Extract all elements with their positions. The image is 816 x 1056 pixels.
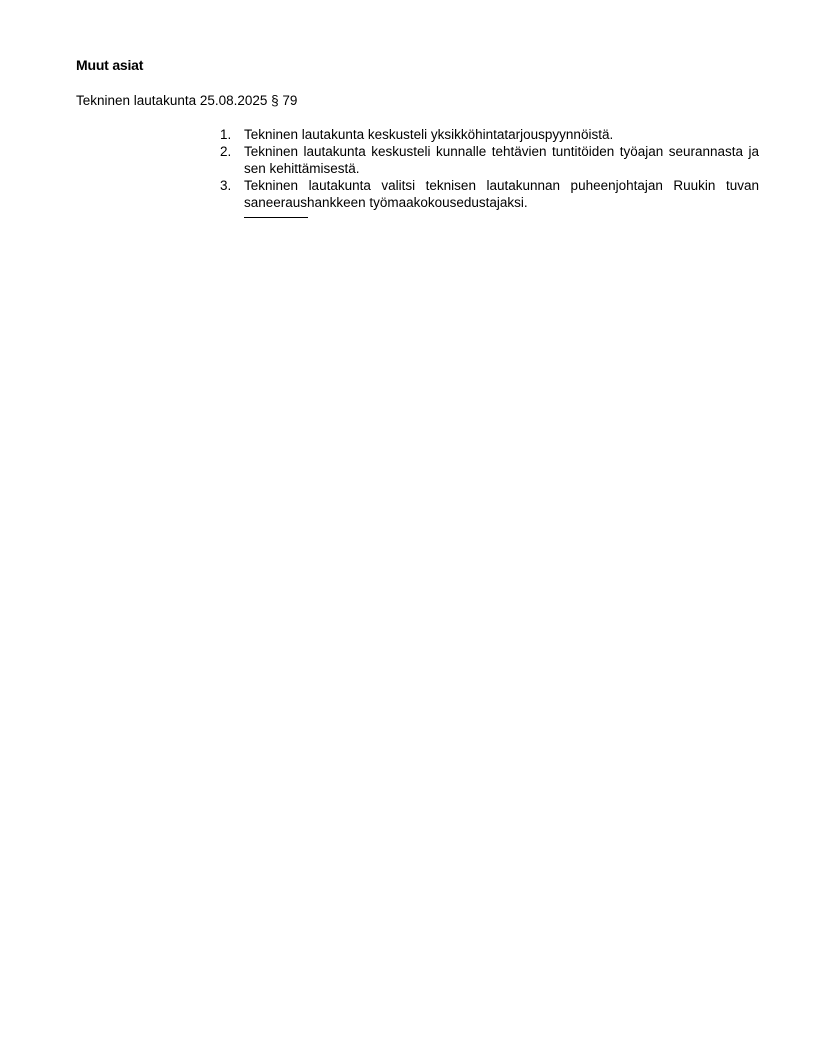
list-item-number: 3. [220, 178, 232, 193]
list-item-number: 1. [220, 127, 232, 142]
meeting-reference: Tekninen lautakunta 25.08.2025 § 79 [76, 93, 298, 108]
section-heading: Muut asiat [76, 57, 144, 73]
list-item [220, 143, 759, 177]
decision-list [220, 126, 759, 218]
list-item-text: Tekninen lautakunta valitsi teknisen lautakunnan puheenjohtajan Ruukin tuvan saneeraushankkeen työmaakokousedustajaksi. [244, 178, 759, 210]
list-item [220, 126, 759, 143]
list-item-text: Tekninen lautakunta keskusteli kunnalle tehtävien tuntitöiden työajan seurannasta ja sen kehittämisestä. [244, 144, 759, 176]
list-item [220, 177, 759, 211]
list-item-text: Tekninen lautakunta keskusteli yksikköhintatarjouspyynnöistä. [244, 127, 614, 142]
list-item-number: 2. [220, 144, 232, 159]
separator-line [244, 217, 308, 218]
